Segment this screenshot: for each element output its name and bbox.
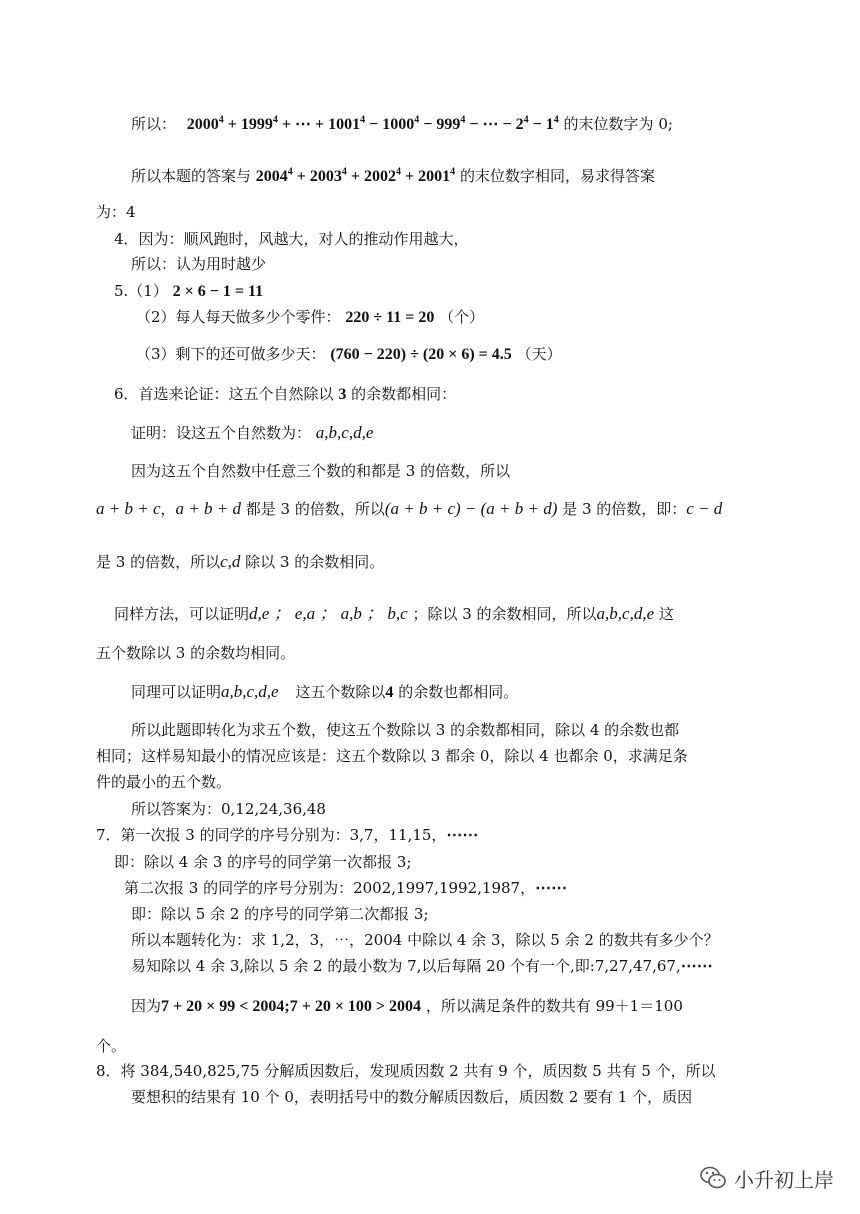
math-expression: (a + b + c) − (a + b + d) bbox=[384, 499, 558, 518]
line-25: 所以本题转化为：求 1,2，3，⋯，2004 中除以 4 余 3，除以 5 余 2 的数共有多少个？ bbox=[131, 931, 719, 949]
text: 5.（1） bbox=[114, 282, 168, 300]
line-16 bbox=[131, 682, 518, 703]
wechat-logo-icon bbox=[698, 1163, 728, 1193]
line-7 bbox=[136, 307, 484, 328]
line-19: 件的最小的五个数。 bbox=[96, 773, 232, 791]
text: 是 3 的倍数，所以 bbox=[96, 553, 221, 571]
text: ， bbox=[160, 500, 176, 518]
line-20: 所以答案为：0,12,24,36,48 bbox=[131, 800, 326, 818]
line-11: 因为这五个自然数中任意三个数的和都是 3 的倍数，所以 bbox=[131, 462, 511, 480]
line-28: 个。 bbox=[96, 1037, 127, 1055]
watermark bbox=[698, 1158, 848, 1198]
line-30: 要想积的结果有 10 个 0，表明括号中的数分解质因数后，质因数 2 要有 1 个，质因 bbox=[131, 1088, 693, 1106]
text: （3）剩下的还可做多少天： bbox=[136, 345, 326, 363]
line-21 bbox=[96, 825, 478, 846]
ellipsis: ⋯⋯ bbox=[535, 880, 568, 897]
line-6 bbox=[114, 281, 263, 302]
text: ；除以 3 的余数相同，所以 bbox=[412, 605, 597, 623]
line-9 bbox=[114, 384, 456, 405]
math-expression: a + b + d bbox=[175, 499, 241, 518]
text: 这 bbox=[658, 605, 674, 623]
line-24: 即：除以 5 余 2 的序号的同学第二次都报 3; bbox=[131, 905, 429, 923]
math-expression: 4 bbox=[385, 684, 394, 701]
text: 同理可以证明 bbox=[131, 683, 222, 701]
text: 第二次报 3 的同学的序号分别为：2002,1997,1992,1987， bbox=[124, 879, 536, 897]
text: 所以本题的答案与 bbox=[131, 167, 252, 185]
text: 6．首选来论证：这五个自然除以 bbox=[114, 385, 334, 403]
line-27 bbox=[131, 996, 683, 1017]
ellipsis: ⋯⋯ bbox=[446, 827, 479, 844]
ellipsis: ⋯⋯ bbox=[680, 958, 713, 975]
line-18: 相同；这样易知最小的情况应该是：这五个数除以 3 都余 0，除以 4 也都余 0，求满足条 bbox=[96, 747, 688, 765]
text: 的余数也都相同。 bbox=[398, 683, 519, 701]
line-5: 所以：认为用时越少 bbox=[131, 255, 267, 273]
math-expression: a + b + c bbox=[96, 499, 161, 518]
line-22: 即：除以 4 余 3 的序号的同学第一次都报 3; bbox=[114, 853, 412, 871]
line-3: 为：4 bbox=[96, 203, 136, 221]
math-expression: $2004^4 + 2003^4 + 2002^4 + 2001^4$ bbox=[255, 166, 456, 185]
text: 是 3 的倍数，即： bbox=[562, 500, 687, 518]
line-23 bbox=[124, 878, 567, 899]
text: 所以： bbox=[131, 115, 177, 133]
text: 同样方法，可以证明 bbox=[114, 605, 250, 623]
math-expression: (760 − 220) ÷ (20 × 6) = 4.5 bbox=[330, 346, 512, 363]
line-17: 所以此题即转化为求五个数，使这五个数除以 3 的余数都相同，除以 4 的余数也都 bbox=[131, 721, 680, 739]
text: 的余数都相同： bbox=[351, 385, 457, 403]
text: 除以 3 的余数相同。 bbox=[245, 553, 385, 571]
text: 的末位数字为 0; bbox=[563, 115, 673, 133]
line-4: 4．因为：顺风跑时，风越大，对人的推动作用越大， bbox=[114, 230, 469, 248]
line-12 bbox=[96, 499, 722, 519]
math-expression: c − d bbox=[686, 499, 723, 518]
text: 易知除以 4 余 3,除以 5 余 2 的最小数为 7,以后每隔 20 个有一个,即:7,27,47,67, bbox=[131, 957, 681, 975]
watermark-text: 小升初上岸 bbox=[734, 1167, 834, 1192]
line-10 bbox=[131, 423, 373, 443]
line-14 bbox=[114, 604, 674, 624]
line-8 bbox=[136, 344, 562, 365]
text: 因为 bbox=[131, 997, 162, 1015]
math-expression: $2000^4 + 1999^4$ + ⋯ + $1001^4 - 1000^4 - 999^4$ − ⋯ − $2^4 - 1^4$ bbox=[186, 114, 559, 133]
math-expression: 7 + 20 × 99 < 2004;7 + 20 × 100 > 2004 bbox=[161, 998, 422, 1015]
text: （天） bbox=[516, 345, 562, 363]
math-variables: d,e ； e,a ； a,b ； b,c bbox=[249, 604, 408, 623]
text: （个） bbox=[439, 308, 485, 326]
math-expression: 220 ÷ 11 = 20 bbox=[345, 309, 435, 326]
math-variables: a,b,c,d,e bbox=[596, 604, 655, 623]
text: 这五个数除以 bbox=[295, 683, 386, 701]
text: 7．第一次报 3 的同学的序号分别为：3,7，11,15， bbox=[96, 826, 447, 844]
text: （2）每人每天做多少个零件： bbox=[136, 308, 341, 326]
line-13 bbox=[96, 552, 384, 572]
text: ，所以满足条件的数共有 99＋1＝100 bbox=[425, 997, 683, 1015]
text: 证明：设这五个自然数为： bbox=[131, 424, 312, 442]
line-26 bbox=[131, 956, 713, 977]
math-variables: a,b,c,d,e bbox=[315, 423, 374, 442]
math-expression: 3 bbox=[338, 386, 347, 403]
line-1 bbox=[131, 114, 673, 135]
line-2 bbox=[131, 166, 655, 187]
math-expression: 2 × 6 − 1 = 11 bbox=[172, 283, 264, 300]
text: 都是 3 的倍数，所以 bbox=[245, 500, 385, 518]
math-variables: a,b,c,d,e bbox=[221, 682, 279, 701]
text: 的末位数字相同，易求得答案 bbox=[459, 167, 655, 185]
line-29: 8．将 384,540,825,75 分解质因数后，发现质因数 2 共有 9 个，质因数 5 共有 5 个，所以 bbox=[96, 1062, 716, 1080]
math-variables: c,d bbox=[220, 552, 241, 571]
line-15: 五个数除以 3 的余数均相同。 bbox=[96, 644, 296, 662]
